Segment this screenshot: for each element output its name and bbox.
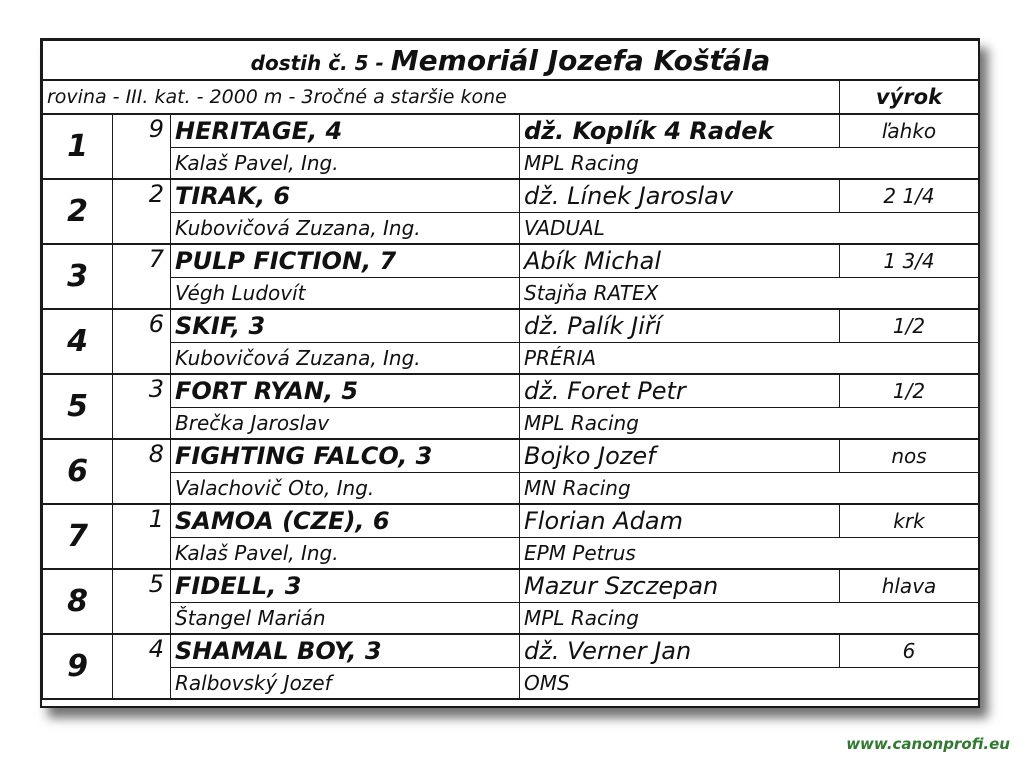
owner-name: MN Racing [520,473,979,505]
owner-name: MPL Racing [520,148,979,180]
margin-header: výrok [840,80,979,114]
race-name: Memoriál Jozefa Košťála [390,43,771,77]
trainer-name: Kubovičová Zuzana, Ing. [171,213,520,245]
horse-name: SKIF, 3 [171,309,520,343]
result-row [43,114,979,148]
owner-name: EPM Petrus [520,538,979,570]
start-number: 8 [113,439,171,504]
trainer-name: Kalaš Pavel, Ing. [171,538,520,570]
results-card [40,38,980,708]
results-table [42,40,979,700]
margin-value: 2 1/4 [840,179,979,213]
owner-name: MPL Racing [520,603,979,635]
result-subrow [43,473,979,505]
start-number: 2 [113,179,171,244]
jockey-name: Abík Michal [520,244,840,278]
result-subrow [43,148,979,180]
horse-name: TIRAK, 6 [171,179,520,213]
result-row [43,309,979,343]
horse-name: FIGHTING FALCO, 3 [171,439,520,473]
horse-name: FORT RYAN, 5 [171,374,520,408]
result-subrow [43,343,979,375]
jockey-name: Bojko Jozef [520,439,840,473]
jockey-name: dž. Línek Jaroslav [520,179,840,213]
trainer-name: Kalaš Pavel, Ing. [171,148,520,180]
result-subrow [43,408,979,440]
horse-name: HERITAGE, 4 [171,114,520,148]
trainer-name: Ralbovský Jozef [171,668,520,700]
owner-name: OMS [520,668,979,700]
jockey-name: Mazur Szczepan [520,569,840,603]
place-cell: 7 [43,504,113,569]
result-subrow [43,603,979,635]
jockey-name: dž. Koplík 4 Radek [520,114,840,148]
result-row [43,179,979,213]
start-number: 7 [113,244,171,309]
result-row [43,374,979,408]
margin-value: hlava [840,569,979,603]
race-info: rovina - III. kat. - 2000 m - 3ročné a staršie kone [43,80,840,114]
horse-name: FIDELL, 3 [171,569,520,603]
owner-name: VADUAL [520,213,979,245]
result-row [43,244,979,278]
place-cell: 6 [43,439,113,504]
margin-value: 1 3/4 [840,244,979,278]
start-number: 6 [113,309,171,374]
race-title [43,41,979,81]
start-number: 3 [113,374,171,439]
result-row [43,634,979,668]
horse-name: SHAMAL BOY, 3 [171,634,520,668]
race-number: dostih č. 5 - [250,50,391,75]
result-subrow [43,278,979,310]
result-row [43,504,979,538]
trainer-name: Štangel Marián [171,603,520,635]
trainer-name: Végh Ludovít [171,278,520,310]
owner-name: Stajňa RATEX [520,278,979,310]
place-cell: 1 [43,114,113,179]
result-row [43,439,979,473]
trainer-name: Kubovičová Zuzana, Ing. [171,343,520,375]
place-cell: 9 [43,634,113,699]
place-cell: 8 [43,569,113,634]
start-number: 1 [113,504,171,569]
result-subrow [43,213,979,245]
place-cell: 3 [43,244,113,309]
watermark: www.canonprofi.eu [846,735,1010,753]
margin-value: 1/2 [840,309,979,343]
result-row [43,569,979,603]
jockey-name: dž. Palík Jiří [520,309,840,343]
owner-name: MPL Racing [520,408,979,440]
place-cell: 2 [43,179,113,244]
trainer-name: Valachovič Oto, Ing. [171,473,520,505]
margin-value: 6 [840,634,979,668]
jockey-name: dž. Verner Jan [520,634,840,668]
trainer-name: Brečka Jaroslav [171,408,520,440]
start-number: 5 [113,569,171,634]
result-subrow [43,668,979,700]
result-subrow [43,538,979,570]
jockey-name: dž. Foret Petr [520,374,840,408]
place-cell: 4 [43,309,113,374]
margin-value: nos [840,439,979,473]
horse-name: PULP FICTION, 7 [171,244,520,278]
margin-value: krk [840,504,979,538]
horse-name: SAMOA (CZE), 6 [171,504,520,538]
owner-name: PRÉRIA [520,343,979,375]
margin-value: 1/2 [840,374,979,408]
start-number: 4 [113,634,171,699]
jockey-name: Florian Adam [520,504,840,538]
margin-value: ľahko [840,114,979,148]
place-cell: 5 [43,374,113,439]
start-number: 9 [113,114,171,179]
